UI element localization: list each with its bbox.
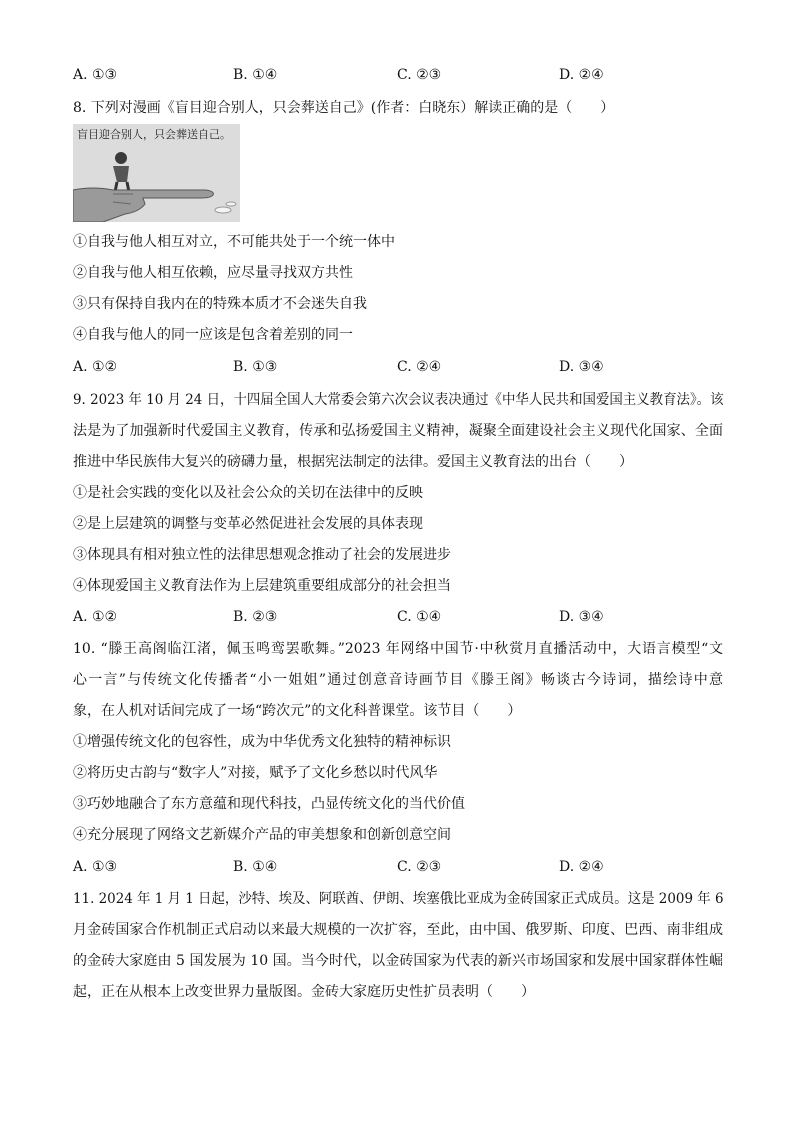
q11-stem-line-2: 月金砖国家合作机制正式启动以来最大规模的一次扩容，至此，由中国、俄罗斯、印度、巴西、南非组成 <box>73 922 723 938</box>
q10-option-c[interactable]: C. ②③ <box>397 859 442 875</box>
q8-stem: 8. 下列对漫画《盲目迎合别人，只会葬送自己》(作者：白晓东）解读正确的是（ ） <box>73 100 615 116</box>
q11-stem-line-3: 的金砖大家庭由 5 国发展为 10 国。当今时代，以金砖国家为代表的新兴市场国家和发展中国家群体性崛 <box>73 953 723 969</box>
cartoon-caption: 盲目迎合别人，只会葬送自己。 <box>77 128 231 141</box>
q8-statement-4: ④自我与他人的同一应该是包含着差别的同一 <box>73 327 353 343</box>
q7-option-c[interactable]: C. ②③ <box>397 67 442 83</box>
q8-option-c[interactable]: C. ②④ <box>397 359 442 375</box>
q10-option-a[interactable]: A. ①③ <box>73 859 118 875</box>
q9-statement-1: ①是社会实践的变化以及社会公众的关切在法律中的反映 <box>73 485 423 501</box>
q8-option-b[interactable]: B. ①③ <box>233 359 278 375</box>
q10-stem-line-1: 10. “滕王高阁临江渚，佩玉鸣鸾罢歌舞。”2023 年网络中国节·中秋赏月直播活动中，大语言模型“文 <box>73 641 723 657</box>
q8-cartoon-image <box>73 124 240 222</box>
q10-option-b[interactable]: B. ①④ <box>233 859 278 875</box>
q8-statement-1: ①自我与他人相互对立，不可能共处于一个统一体中 <box>73 234 395 250</box>
q9-option-c[interactable]: C. ①④ <box>397 609 442 625</box>
q9-option-a[interactable]: A. ①② <box>73 609 118 625</box>
q8-statement-3: ③只有保持自我内在的特殊本质才不会迷失自我 <box>73 296 367 312</box>
q7-option-a[interactable]: A. ①③ <box>73 67 118 83</box>
q10-statement-1: ①增强传统文化的包容性，成为中华优秀文化独特的精神标识 <box>73 734 451 750</box>
q10-stem-line-3: 象，在人机对话间完成了一场“跨次元”的文化科普课堂。该节目（ ） <box>73 703 522 719</box>
q11-stem-line-4: 起，正在从根本上改变世界力量版图。金砖大家庭历史性扩员表明（ ） <box>73 984 535 1000</box>
q10-statement-2: ②将历史古韵与“数字人”对接，赋予了文化乡愁以时代风华 <box>73 765 438 781</box>
q11-stem-line-1: 11. 2024 年 1 月 1 日起，沙特、埃及、阿联酋、伊朗、埃塞俄比亚成为金砖国家正式成员。这是 2009 年 6 <box>73 891 724 907</box>
q8-option-a[interactable]: A. ①② <box>73 359 118 375</box>
q8-statement-2: ②自我与他人相互依赖，应尽量寻找双方共性 <box>73 265 353 281</box>
cartoon-illustration <box>73 124 240 222</box>
q8-options <box>73 357 723 377</box>
q7-option-b[interactable]: B. ①④ <box>233 67 278 83</box>
q9-statement-4: ④体现爱国主义教育法作为上层建筑重要组成部分的社会担当 <box>73 578 451 594</box>
q10-statement-4: ④充分展现了网络文艺新媒介产品的审美想象和创新创意空间 <box>73 827 451 843</box>
q7-options <box>73 65 723 85</box>
q9-stem-line-3: 推进中华民族伟大复兴的磅礴力量，根据宪法制定的法律。爱国主义教育法的出台（ ） <box>73 454 633 470</box>
q10-options <box>73 857 723 877</box>
q7-option-d[interactable]: D. ②④ <box>559 67 604 83</box>
q9-options <box>73 607 723 627</box>
q10-option-d[interactable]: D. ②④ <box>559 859 604 875</box>
q9-stem-line-1: 9. 2023 年 10 月 24 日，十四届全国人大常委会第六次会议表决通过《中华人民共和国爱国主义教育法》。该 <box>73 392 724 408</box>
q9-option-b[interactable]: B. ②③ <box>233 609 278 625</box>
q9-statement-2: ②是上层建筑的调整与变革必然促进社会发展的具体表现 <box>73 516 423 532</box>
q9-stem-line-2: 法是为了加强新时代爱国主义教育，传承和弘扬爱国主义精神，凝聚全面建设社会主义现代化国家、全面 <box>73 423 723 439</box>
q9-statement-3: ③体现具有相对独立性的法律思想观念推动了社会的发展进步 <box>73 547 451 563</box>
q9-option-d[interactable]: D. ③④ <box>559 609 604 625</box>
q10-stem-line-2: 心一言”与传统文化传播者“小一姐姐”通过创意音诗画节目《滕王阁》畅谈古今诗词，描绘诗中意 <box>73 672 723 688</box>
q8-option-d[interactable]: D. ③④ <box>559 359 604 375</box>
q10-statement-3: ③巧妙地融合了东方意蕴和现代科技，凸显传统文化的当代价值 <box>73 796 465 812</box>
